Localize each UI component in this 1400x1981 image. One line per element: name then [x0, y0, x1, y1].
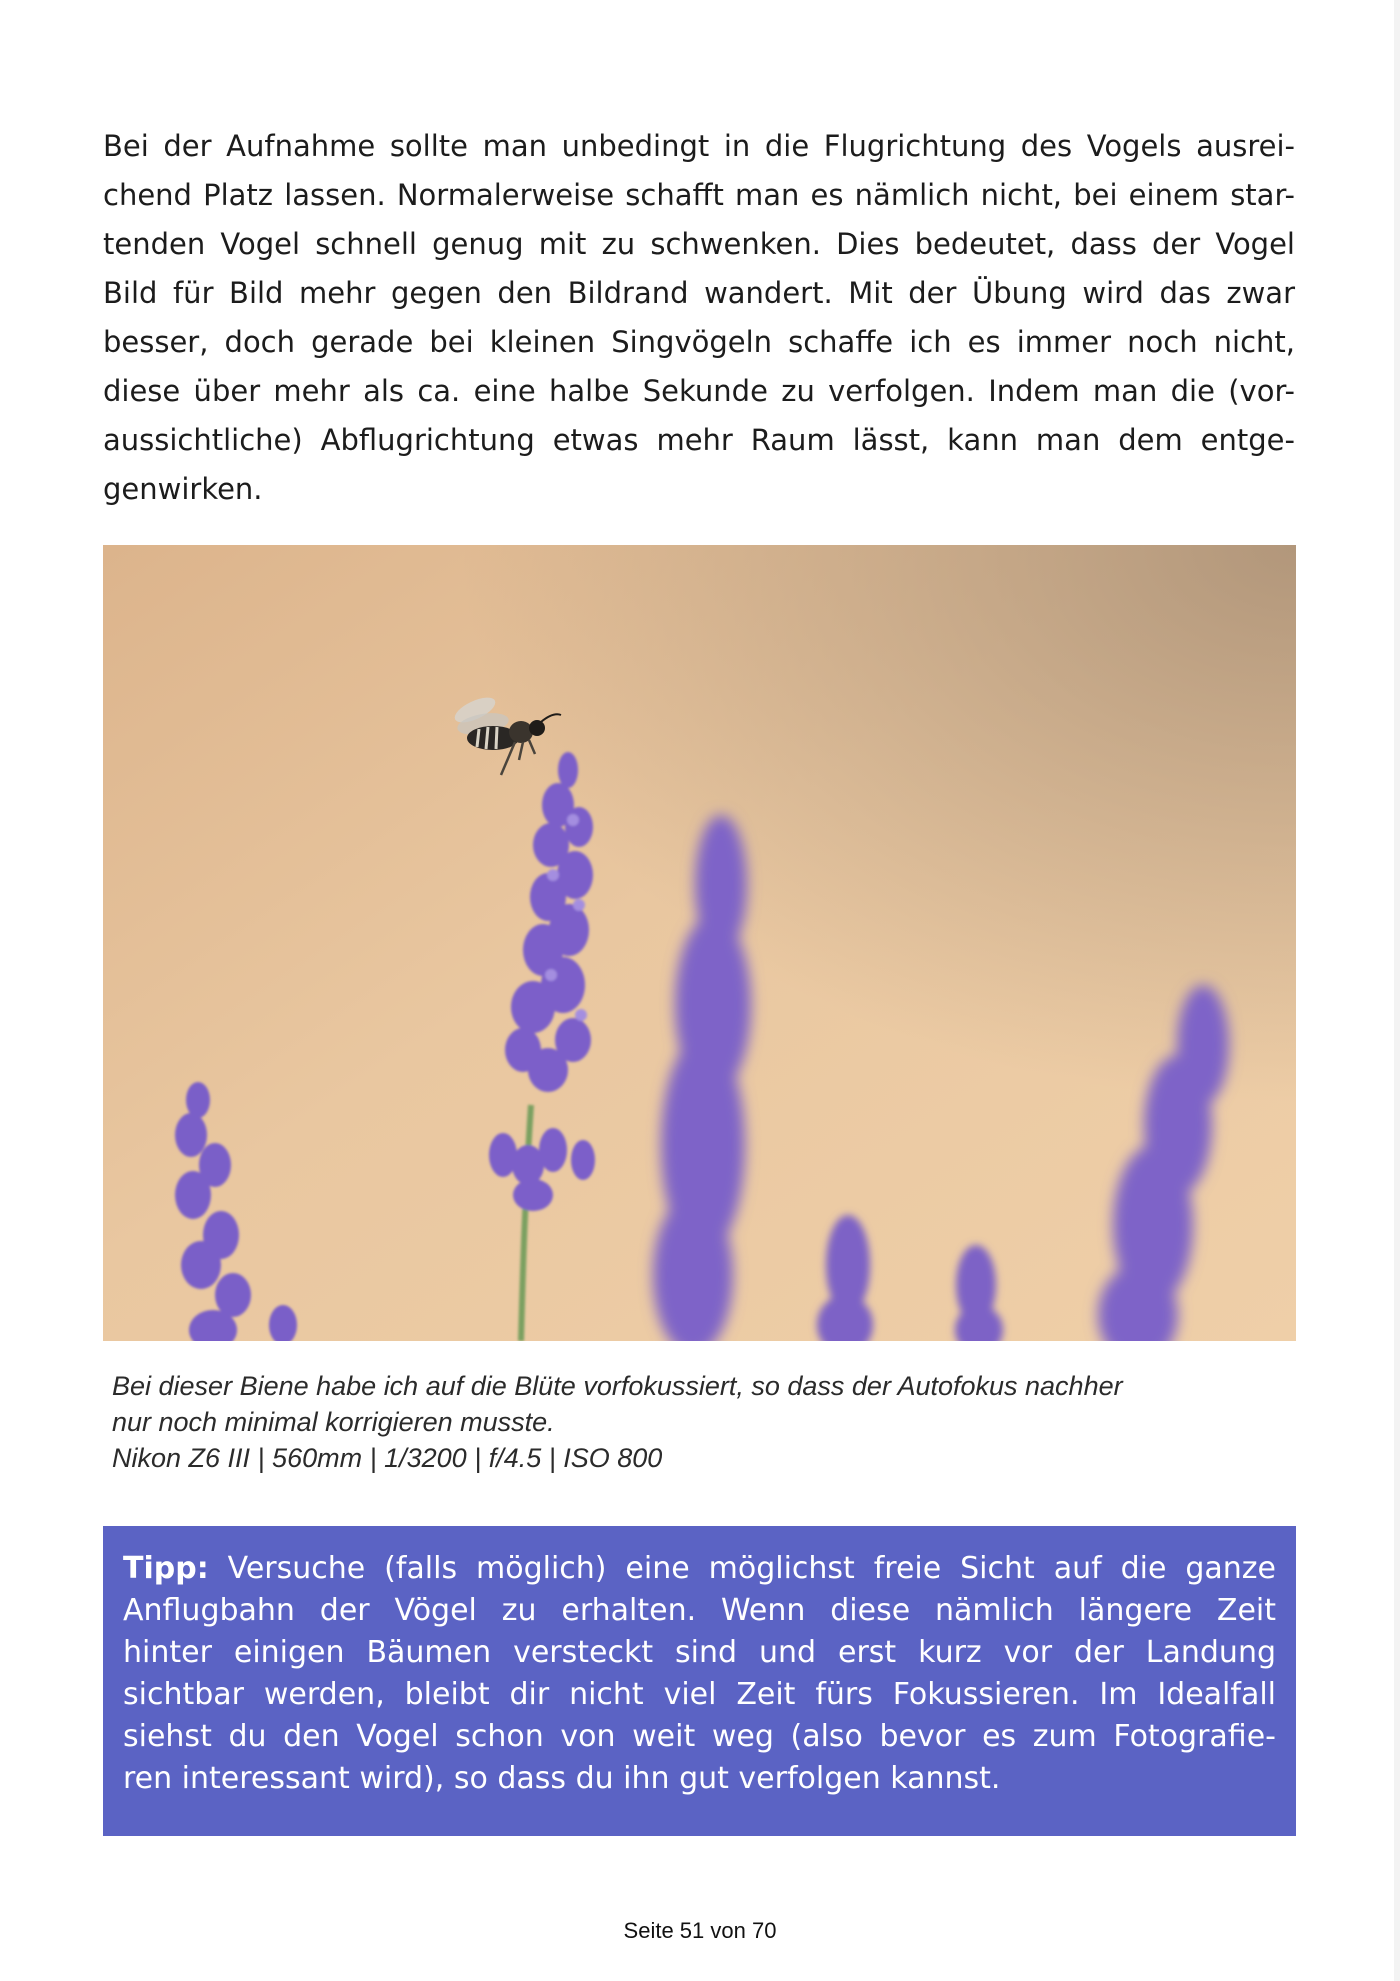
caption-line: Bei dieser Biene habe ich auf die Blüte vorfokussiert, so dass der Autofokus nachher	[112, 1371, 1123, 1401]
caption-line: nur noch minimal korrigieren musste.	[112, 1407, 555, 1437]
tip-label: Tipp:	[123, 1551, 209, 1586]
paragraph-line: aussichtliche) Abflugrichtung etwas mehr Raum lässt, kann man dem entge-	[103, 423, 1295, 457]
body-paragraph	[103, 122, 1295, 514]
tip-box	[103, 1526, 1296, 1836]
tip-line	[123, 1548, 1276, 1590]
paragraph-line: diese über mehr als ca. eine halbe Sekunde zu verfolgen. Indem man die (vor-	[103, 374, 1295, 408]
paragraph-line: Bei der Aufnahme sollte man unbedingt in die Flugrichtung des Vogels ausrei-	[103, 129, 1295, 163]
camera-settings: Nikon Z6 III | 560mm | 1/3200 | f/4.5 | ISO 800	[112, 1443, 663, 1473]
photo-caption	[112, 1368, 1292, 1476]
tip-line: sichtbar werden, bleibt dir nicht viel Zeit fürs Fokussieren. Im Idealfall	[123, 1677, 1276, 1712]
paragraph-line: chend Platz lassen. Normalerweise schafft man es nämlich nicht, bei einem star-	[103, 178, 1295, 212]
tip-line: hinter einigen Bäumen versteckt sind und erst kurz vor der Landung	[123, 1635, 1276, 1670]
paragraph-line: Bild für Bild mehr gegen den Bildrand wandert. Mit der Übung wird das zwar	[103, 276, 1295, 310]
tip-line: siehst du den Vogel schon von weit weg (also bevor es zum Fotografie-	[123, 1719, 1276, 1754]
tip-line: ren interessant wird), so dass du ihn gut verfolgen kannst.	[123, 1761, 1001, 1796]
tip-first-line: Versuche (falls möglich) eine möglichst freie Sicht auf die ganze	[208, 1551, 1276, 1586]
paragraph-line: tenden Vogel schnell genug mit zu schwenken. Dies bedeutet, dass der Vogel	[103, 227, 1295, 261]
paragraph-line: besser, doch gerade bei kleinen Singvögeln schaffe ich es immer noch nicht,	[103, 325, 1295, 359]
tip-line: Anflugbahn der Vögel zu erhalten. Wenn diese nämlich längere Zeit	[123, 1593, 1276, 1628]
page-edge	[1394, 0, 1400, 1981]
bee-lavender-photo	[103, 545, 1296, 1341]
page-number: Seite 51 von 70	[623, 1918, 777, 1943]
paragraph-line: genwirken.	[103, 472, 263, 506]
bee-and-lavender-photo-icon	[103, 545, 1296, 1341]
